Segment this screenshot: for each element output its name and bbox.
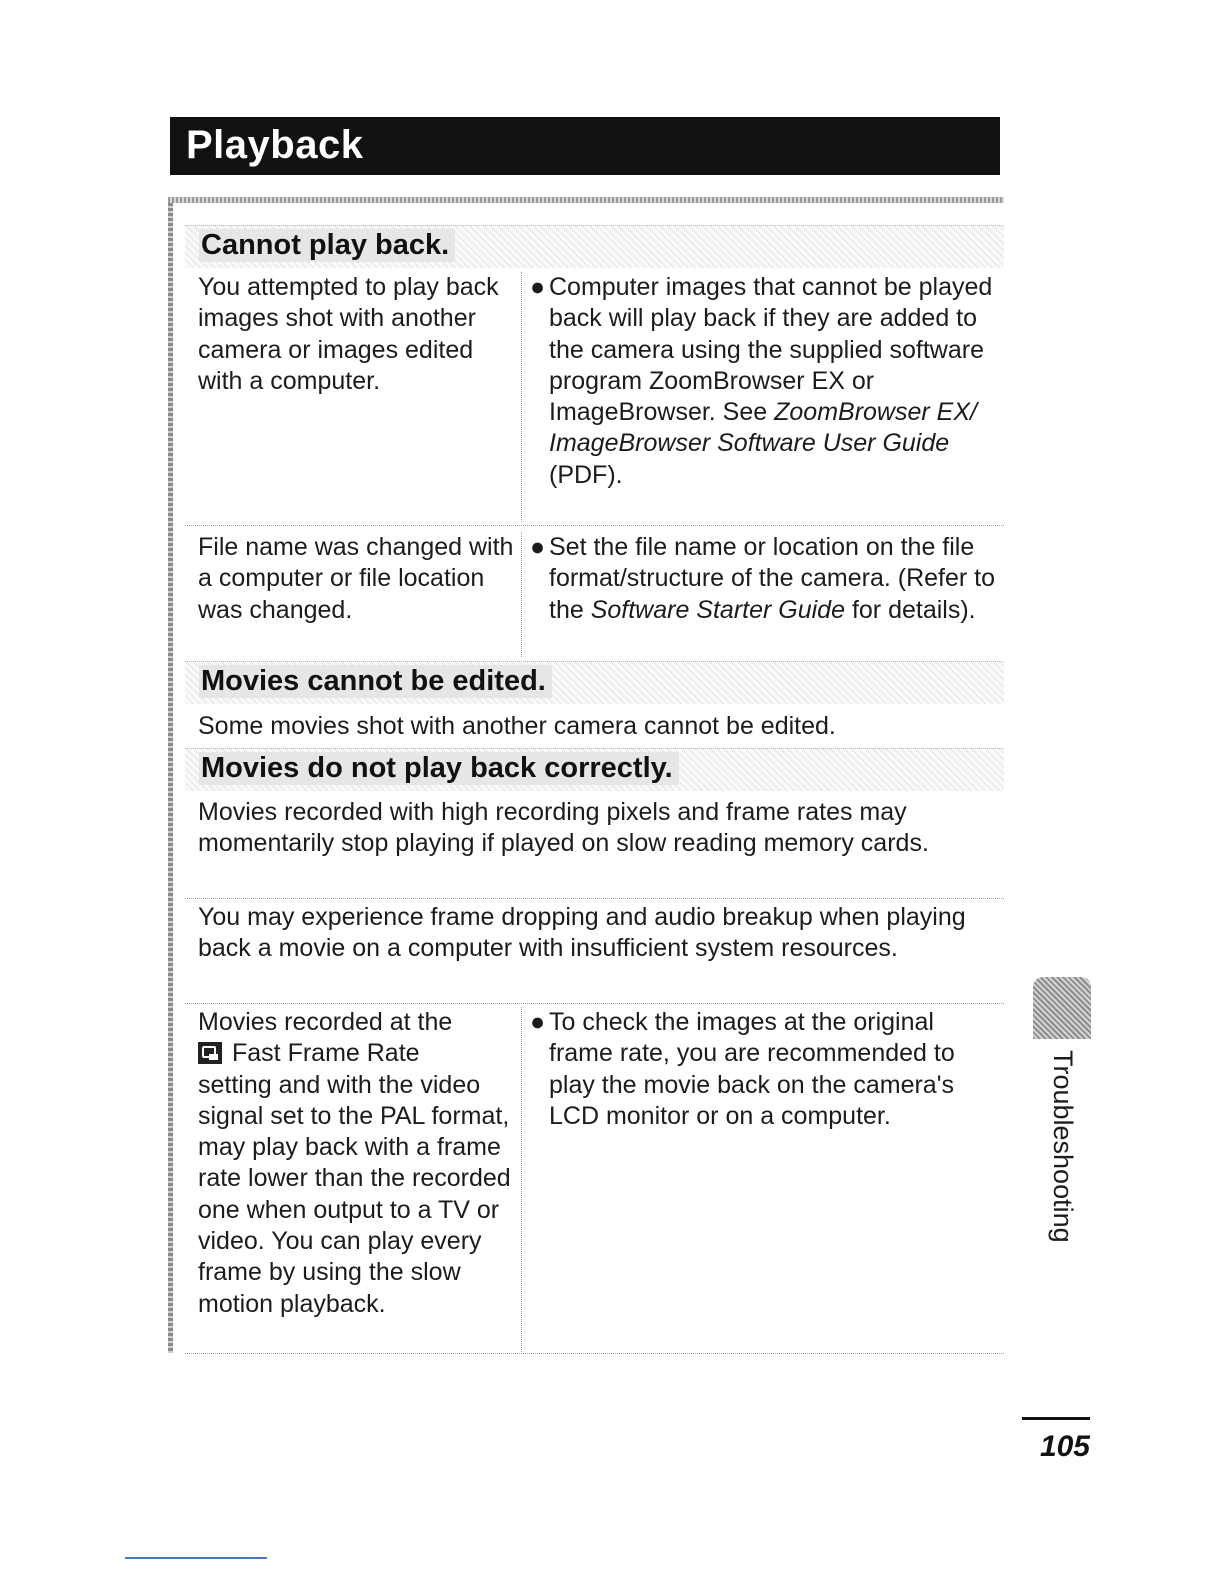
- section-top-rule: [168, 197, 1004, 203]
- bullet-icon: ●: [530, 533, 546, 561]
- bullet-icon: ●: [530, 1008, 546, 1036]
- chapter-tab-marker: [1033, 977, 1091, 1039]
- heading-movies-cannot-be-edited: [185, 661, 1004, 704]
- remedy-doc-title: ZoomBrowser EX/ ImageBrowser Software User Guide: [549, 398, 977, 458]
- row-divider: [185, 898, 1004, 899]
- section-text: Movies recorded with high recording pixels and frame rates may momentarily stop playing if played on slow reading memory cards.: [198, 798, 929, 858]
- section-bottom-rule: [185, 1353, 1004, 1354]
- page-number-rule: [1022, 1417, 1090, 1420]
- section-text: You may experience frame dropping and audio breakup when playing back a movie on a computer with insufficient system resources.: [198, 903, 966, 963]
- bullet-icon: ●: [530, 273, 546, 301]
- cause-text-part: setting and with the video signal set to the PAL format, may play back with a frame rate lower than the recorded one when output to a TV or video. You can play every frame by using the slow motion playback.: [198, 1070, 511, 1318]
- column-divider: [521, 272, 522, 522]
- remedy-text: [530, 1007, 1000, 1132]
- page-number: 105: [1039, 1430, 1090, 1463]
- heading-movies-do-not-play-back-correctly: [185, 748, 1004, 791]
- remedy-text-part: To check the images at the original frame rate, you are recommended to play the movie back on the camera's LCD monitor or on a computer.: [549, 1008, 955, 1130]
- remedy-text: [530, 272, 1000, 491]
- cause-text: [198, 1007, 516, 1320]
- row-divider: [185, 1003, 1004, 1004]
- page-title: Playback: [186, 123, 364, 167]
- page-title-bar: [170, 117, 1000, 175]
- heading-text: Movies do not play back correctly.: [199, 752, 679, 785]
- remedy-text-part: Computer images that cannot be played back will play back if they are added to the camera using the supplied software program ZoomBrowser EX or ImageBrowser. See: [549, 273, 993, 427]
- section-text: Some movies shot with another camera cannot be edited.: [198, 712, 836, 740]
- fast-frame-rate-icon: [198, 1042, 222, 1064]
- chapter-tab-label: [1042, 1050, 1082, 1290]
- heading-text: Cannot play back.: [199, 229, 455, 262]
- remedy-text-part: Set the file name or location on the file format/structure of the camera. (Refer to the: [549, 533, 995, 624]
- cause-text: File name was changed with a computer or file location was changed.: [198, 533, 514, 624]
- column-divider: [521, 1007, 522, 1352]
- footer-line: [125, 1557, 267, 1559]
- remedy-doc-title: Software Starter Guide: [590, 595, 845, 624]
- section-left-rule: [168, 203, 173, 1353]
- remedy-text: [530, 532, 1000, 626]
- remedy-text-part: for details).: [845, 595, 976, 624]
- heading-cannot-play-back: [185, 225, 1004, 268]
- cause-text: You attempted to play back images shot with another camera or images edited with a computer.: [198, 273, 499, 395]
- remedy-text-part: (PDF).: [549, 460, 623, 489]
- column-divider: [521, 532, 522, 657]
- heading-text: Movies cannot be edited.: [199, 665, 552, 698]
- chapter-tab-text: Troubleshooting: [1048, 1050, 1078, 1243]
- cause-icon-label: Fast Frame Rate: [232, 1039, 420, 1068]
- row-divider: [185, 525, 1004, 526]
- cause-text-part: Movies recorded at the: [198, 1008, 453, 1036]
